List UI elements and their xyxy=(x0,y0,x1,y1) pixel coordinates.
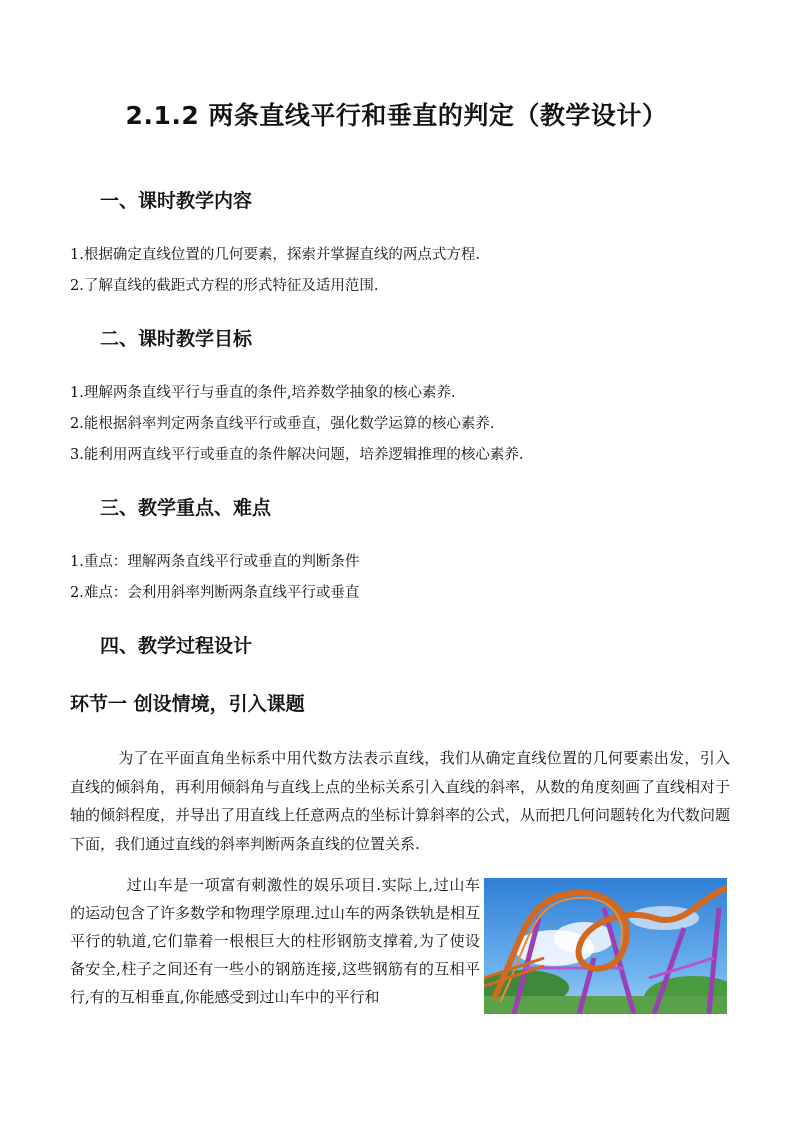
rollercoaster-paragraph xyxy=(70,871,480,1011)
rollercoaster-paragraph-text: 过山车是一项富有刺激性的娱乐项目.实际上,过山车的运动包含了许多数学和物理学原理.过山车的两条铁轨是相互平行的轨道,它们靠着一根根巨大的柱形钢筋支撑着,为了使设备安全,柱子之间还有一些小的钢筋连接,这些钢筋有的互相平行,有的互相垂直,你能感受到过山车中的平行和 xyxy=(70,876,480,1006)
section-heading-content: 一、课时教学内容 xyxy=(100,190,253,212)
goal-item-2: 2.能根据斜率判定两条直线平行或垂直，强化数学运算的核心素养. xyxy=(70,416,495,432)
step1-heading: 环节一 创设情境，引入课题 xyxy=(70,693,305,715)
intro-paragraph-text: 为了在平面直角坐标系中用代数方法表示直线，我们从确定直线位置的几何要素出发，引入直线的倾斜角，再利用倾斜角与直线上点的坐标关系引入直线的斜率，从数的角度刻画了直线相对于轴的倾斜程度，并导出了用直线上任意两点的坐标计算斜率的公式，从而把几何问题转化为代数问题下面，我们通过直线的斜率判断两条直线的位置关系. xyxy=(70,749,731,853)
intro-paragraph xyxy=(70,744,730,858)
section-heading-process: 四、教学过程设计 xyxy=(100,635,253,657)
goal-item-3: 3.能利用两直线平行或垂直的条件解决问题，培养逻辑推理的核心素养. xyxy=(70,447,524,463)
section-heading-goals: 二、课时教学目标 xyxy=(100,328,253,350)
key-point-item-1: 1.重点：理解两条直线平行或垂直的判断条件 xyxy=(70,554,360,570)
goal-item-1: 1.理解两条直线平行与垂直的条件,培养数学抽象的核心素养. xyxy=(70,385,456,401)
content-item-2: 2.了解直线的截距式方程的形式特征及适用范围. xyxy=(70,278,379,294)
section-heading-key-points: 三、教学重点、难点 xyxy=(100,497,272,519)
key-point-item-2: 2.难点：会利用斜率判断两条直线平行或垂直 xyxy=(70,585,360,601)
page-title: 2.1.2 两条直线平行和垂直的判定（教学设计） xyxy=(125,101,668,130)
roller-coaster-photo xyxy=(484,878,727,1014)
content-item-1: 1.根据确定直线位置的几何要素，探索并掌握直线的两点式方程. xyxy=(70,247,480,263)
